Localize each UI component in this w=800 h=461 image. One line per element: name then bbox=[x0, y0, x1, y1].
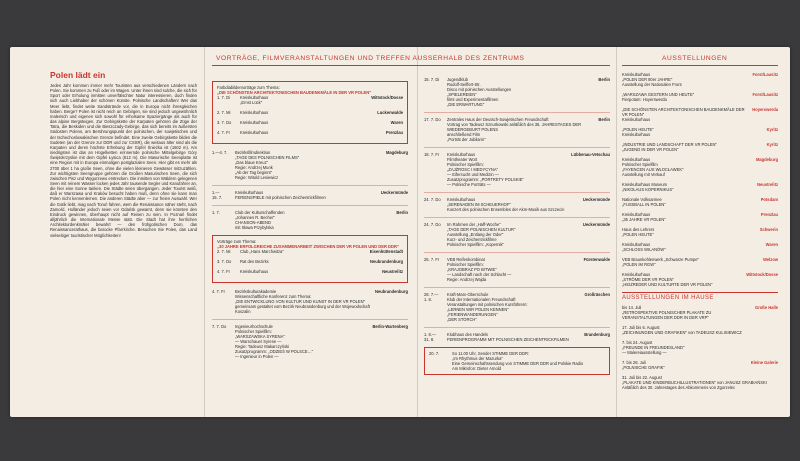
event-entry bbox=[217, 95, 403, 105]
event-date: 20. 7. bbox=[429, 351, 440, 356]
event-text: Kreiskulturhaus FERIENSPIELE mit polnischen Zeichentrickfilmen bbox=[235, 190, 326, 200]
event-place: Forst/Lausitz bbox=[752, 92, 778, 97]
event-place: Brandenburg bbox=[584, 332, 610, 337]
event-text: Kreiskulturhaus bbox=[240, 130, 269, 135]
event-entry bbox=[217, 249, 403, 254]
event-place: Eisenhüttenstadt bbox=[369, 249, 403, 254]
box-title: Vorträge zum Thema: bbox=[217, 239, 257, 244]
event-place: Fürstenwalde bbox=[583, 257, 610, 262]
event-text: Bezirkskulturakademie Wissenschaftliche Konferenz zum Thema: „DIE ENTWICKLUNG VON KULTUR UND KUNST IN DER VR POLEN" gemeinsam gestaltet vom Bezirk Neubrandenburg und der Wojewodschaft Koszalin bbox=[235, 289, 370, 314]
header-rule bbox=[212, 65, 610, 66]
event-place: Neubrandenburg bbox=[375, 289, 408, 294]
event-text: Klubhaus des Handels FERIENPROGRAMM MIT POLNISCHEN ZEICHENTRICKFILMEN bbox=[447, 332, 569, 342]
fold-line bbox=[616, 47, 617, 417]
event-entry bbox=[212, 190, 408, 200]
intro-body: Jedes Jahr kommen immer mehr Touristen aus verschiedenen Ländern nach Polen. Sie kommen zu Fuß oder im Wagen. Unter ihnen sind solche, die sich für Sport oder Erholung inmitten unverfälschter Natur interessieren, doch finden sich auch Liebhaber der schönen Künste. Polnische Landschaften! Wer das Meer liebt, findet weite Sandstrände vor, die in Europa nicht ihresgleichen haben. Berge? Polen ist nicht reich an Gebirgen, sie sind jedoch ungewöhnlich malerisch und eigenen sich sowohl für erholsame Spaziergänge als auch für das alpine Bergsteigen. Zur Gebirgskette der Karpaten gehören die Züge der Tatra, die Beskiden und die Bieszczady-Gebirge, das sich bereits im äußersten Südosten Polens, am Berührungspunkt der polnischen, der sowjetischen und der tschechoslowakischen Grenze befindet. Eine zweite Gebirgskette bilden die Sudeten (an der Grenze zur DDR und zur CSSR), die weitaus älter sind als die Karpaten und deren höchste Erhebung der Gipfel Śnieżka ist (1602 m). Am niedrigsten ist das an Hügelketten erinnernde polnische Mittelgebirge Góry Świętokrzyskie mit dem Gipfel Łysica (612 m). Die Masurische Seenplatte ist eine Region mit in Europa einmaligen postglazialen Seen. Hier gibt es mehr als 2700 über 1 ha große Seen, ohne die vielen kleineren Gewässer mitzuzählen. Zur wichtigsten Seengruppe gehören die Großen Masurischen Seen, die sich zwischen Pisz und Węgorzewo erstrecken. Die inmitten von Wäldern gelegenen Seen mit reinem Wasser locken jedes Jahr tausende Segler und Kanufahrer an, die hier eine Sonne tanken. Die Städte seien übergangen. Jeder Tourist weiß, daß er Warszawa und Kraków besucht haben muß, denn ohne sie kann man Polen nicht kennenlernen. Die anderen Städte aber — zur freien Auswahl. Wer die Gotik liebt, mag nach Toruń fahren, wem die Renaissance näher steht, nach Zamość. Holländer jedoch seien vor Gdańsk gewarnt, denn sie könnten den Eindruck gewinnen, überhaupt nicht auf Reisen zu sein. In Poznań findet alljährlich die Internationale Messe statt. Die Stadt hat ihre herrlichen Architekturdenkmäler bewahrt — den frühgotischen Dom, das Renaissancerathaus, die barocke Pfarrkirche. Besuchen Sie Polen, das Land vielseitiger touristischer Möglichkeiten! bbox=[50, 83, 197, 238]
event-text: Nationale Volksarmee „FUSSBALL IN POLEN" bbox=[622, 197, 666, 207]
event-date: 4. 7. Fr bbox=[217, 130, 230, 135]
event-place: Magdeburg bbox=[755, 157, 778, 162]
events-column-1 bbox=[212, 77, 408, 364]
event-place: Große Halle bbox=[755, 305, 778, 310]
event-text: Kreiskulturhaus bbox=[240, 269, 269, 274]
fold-line bbox=[204, 47, 205, 417]
event-text: 7. bis 24. August „FREUNDE IN FREUNDESLAND" — Malereiausstellung — bbox=[622, 340, 685, 355]
event-text: Kreiskulturhaus bbox=[240, 120, 269, 125]
event-entry bbox=[622, 92, 778, 102]
event-text: Bezirksfilmdirektion „TAGE DES POLNISCHEN FILMS" „Das blaue Kreuz" Regie: Andrzej Munk „Ab der Tag beginnt" Regie: Witold Lesiewicz bbox=[235, 150, 300, 180]
event-place: Neubrandenburg bbox=[370, 259, 403, 264]
event-date: 2. 7. Mi bbox=[217, 249, 231, 254]
box-subtitle: „DIE SCHÖNSTEN ARCHITEKTONISCHEN BAUDENKMÄLE IN DER VR POLEN" bbox=[217, 90, 372, 95]
intro-column bbox=[50, 70, 197, 238]
box-subtitle: „30 JAHRE ERFOLGREICHE ZUSAMMENARBEIT ZWISCHEN DER VR POLEN UND DER DDR" bbox=[217, 244, 399, 249]
event-text: Kreiskulturhaus bbox=[240, 110, 269, 115]
event-date: 3. 7. Do bbox=[217, 259, 232, 264]
event-place: Kleine Galerie bbox=[750, 360, 778, 365]
event-place: Prenzlau bbox=[385, 130, 403, 135]
event-place: Hoyerswerda bbox=[752, 107, 778, 112]
entry-divider bbox=[424, 192, 610, 193]
event-entry bbox=[217, 110, 403, 115]
event-place: Wittstock/Dosse bbox=[371, 95, 403, 100]
event-text: VEB Reifenkombinat Polnischer Spielfilm: „KRAJOBRAZ PO BITWIE" — Landschaft nach der Schlacht — Regie: Andrzej Wajda bbox=[447, 257, 512, 282]
entry-divider bbox=[424, 112, 610, 113]
event-entry bbox=[424, 257, 610, 282]
event-text: „WARSZAWA GESTERN UND HEUTE" Fierpotam: Hoyerswerda bbox=[622, 92, 695, 102]
event-date: 18. 7. Fr bbox=[424, 152, 440, 157]
event-text: Kreiskulturhaus Museum „NIKOLAUS KOPERNIKUS" bbox=[622, 182, 674, 192]
exhibitions-column bbox=[622, 72, 778, 395]
event-text: Haus des Lehrers „POLEN HEUTE" bbox=[622, 227, 655, 237]
event-place: Ueckermünde bbox=[380, 190, 408, 195]
event-entry bbox=[622, 212, 778, 222]
event-entry bbox=[212, 150, 408, 180]
header-events: VORTRÄGE, FILMVERANSTALTUNGEN UND TREFFEN AUSSERHALB DES ZENTRUMS bbox=[216, 55, 525, 62]
event-place: Ueckermünde bbox=[582, 222, 610, 227]
radio-box bbox=[424, 347, 610, 375]
event-place: Berlin bbox=[598, 117, 610, 122]
event-place: Wittstock/Dosse bbox=[746, 272, 778, 277]
entry-divider bbox=[212, 319, 408, 320]
event-date: 1.— 15. 7. bbox=[212, 190, 223, 200]
events-column-2 bbox=[424, 77, 610, 381]
event-text: Kreiskulturhaus „SCHLOSS WILANÓW" bbox=[622, 242, 666, 252]
event-place: Waren bbox=[390, 120, 403, 125]
house-exhibitions-title: AUSSTELLUNGEN IM HAUSE bbox=[622, 292, 778, 301]
event-entry bbox=[622, 340, 778, 355]
event-place: Welzow bbox=[763, 257, 778, 262]
event-place: Kyritz bbox=[766, 127, 778, 132]
event-place: Berlin bbox=[598, 77, 610, 82]
event-date: 17. 7. Do bbox=[424, 117, 441, 122]
event-entry bbox=[622, 157, 778, 177]
event-date: 1. 7. Di bbox=[217, 95, 230, 100]
event-entry bbox=[217, 269, 403, 274]
event-entry bbox=[622, 107, 778, 122]
event-entry bbox=[622, 197, 778, 207]
event-entry bbox=[622, 360, 778, 370]
event-entry bbox=[217, 130, 403, 135]
event-entry bbox=[622, 72, 778, 87]
event-text: 7. bis 28. Juli „POLNISCHE GRAFIK" bbox=[622, 360, 665, 370]
event-entry bbox=[424, 222, 610, 247]
event-text: Club der Kulturschaffenden „Johannes R. Becher" CHANSON-ABEND mit Sława Przybylska bbox=[235, 210, 285, 230]
entry-divider bbox=[424, 327, 610, 328]
header-rule bbox=[622, 65, 778, 66]
event-date: 4. 7. Fr bbox=[217, 269, 230, 274]
entry-divider bbox=[424, 147, 610, 148]
event-place: Neustrelitz bbox=[757, 182, 778, 187]
event-date: 24. 7. Do bbox=[424, 222, 441, 227]
lecture-box bbox=[212, 81, 408, 144]
event-place: Berlin-Wartenberg bbox=[372, 324, 408, 329]
event-text: Zentrales Haus der Deutsch-Sowjetischen Freundschaft Vortrag von Tadeusz Sznurkowski anläßlich des 35. JAHRESTAGES DER WIEDERGEBURT POLENS anschließend Film „Porträt der Jubilarin" bbox=[447, 117, 582, 142]
event-text: Kreiskulturhaus „35 JAHRE VR POLEN" bbox=[622, 212, 666, 222]
event-place: Luckenwalde bbox=[377, 110, 403, 115]
event-entry bbox=[212, 289, 408, 314]
event-text: Kraft-Marx-Oberschule Klub der Internationalen Freundschaft Veranstaltungen mit polnischen Kursführern: „LERNEN WIR POLEN KENNEN" „FERIENWANDERUNGEN" „DER STORCH" bbox=[447, 292, 528, 322]
event-text: Jugendklub Rudolf-Seiffert-Str. Disco mit polnischen Ausstellungen „SPIELEREIEN" filmt und Experimentalfilmen „DIE ERWARTUNG" bbox=[447, 77, 512, 107]
event-text: Kreiskulturhaus „Ernst Lück" bbox=[240, 95, 269, 105]
event-text: VEB Braunkohlenwerk „Schwarze Pumpe" „POLEN IM RGW" bbox=[622, 257, 699, 267]
event-text: „DIE SCHÖNSTEN ARCHITEKTONISCHEN BAUDENKMÄLE DER VR POLEN" Kreiskulturhaus bbox=[622, 107, 745, 122]
event-text: Kreiskulturhaus Filmtheater Wort Polnischer Spielfilm: „ZAJŻROSC I MEDYCYNA" — Eifersucht und Medizin — Zusatzprogramm: „PORTRETY POLSKIE" — Polnische Porträts — bbox=[447, 152, 524, 187]
radio-intro: So 11.00 Uhr, Sender STIMME DER DDR: bbox=[452, 351, 530, 356]
entry-divider bbox=[424, 287, 610, 288]
header-exhibitions: AUSSTELLUNGEN bbox=[662, 55, 728, 62]
event-text: Kreiskulturhaus „SERENADEN IM SCHEUERHOF" Konzert des polnischen Ensembles der Akm-Musik aus Szczecin bbox=[447, 197, 565, 212]
lecture-box bbox=[212, 235, 408, 283]
event-text: Ingenieurhochschule Polnischer Spielfilm: „WARSZAWSKA SYRENA" — Warschauer Syrene — Regie: Tadeusz Makarczyński Zusatzprogramm: „ODZIEŚ W POLSCE…" — Ingenieur in Polen — bbox=[235, 324, 314, 359]
event-entry bbox=[212, 210, 408, 230]
event-entry bbox=[622, 257, 778, 267]
event-date: 1. 8.— 31. 8. bbox=[424, 332, 437, 342]
event-text: Kreiskulturhaus Polnischer Spielfilm „FAYENCEN AUS WŁOCŁAWEK" Ausstellung mit Verkauf bbox=[622, 157, 684, 177]
event-entry bbox=[217, 259, 403, 264]
entry-divider bbox=[424, 252, 610, 253]
event-date: 3. 7. Do bbox=[217, 120, 232, 125]
event-entry bbox=[424, 197, 610, 212]
event-entry bbox=[217, 120, 403, 125]
event-entry bbox=[622, 227, 778, 237]
event-entry bbox=[622, 305, 778, 320]
event-entry bbox=[424, 152, 610, 187]
event-place: Ueckermünde bbox=[582, 197, 610, 202]
event-entry bbox=[424, 117, 610, 142]
event-date: 15. 7. Di bbox=[424, 77, 440, 82]
event-text: Kreiskulturhaus „STRÖME DER VR POLEN" „HEIZREDER UND KULTURTE DER VR POLEN" bbox=[622, 272, 713, 287]
brochure-sheet bbox=[10, 47, 790, 417]
intro-title: Polen lädt ein bbox=[50, 70, 106, 80]
event-place: Lübbenau-Vetschau bbox=[571, 152, 610, 157]
radio-text: „Im Rhythmus der Mazurka" Eine Gemeinschaftssendung von STIMME DER DDR und Polskie Radio Am Mikrofon: Dieter Arnold bbox=[452, 356, 584, 371]
event-date: 1.—4. 7. bbox=[212, 150, 228, 155]
event-text: Club „Hans Marchwitza" bbox=[240, 249, 284, 254]
box-title: Farbdiabildervorträge zum Thema: bbox=[217, 85, 280, 90]
event-date: 1. 7. bbox=[212, 210, 220, 215]
event-entry bbox=[622, 375, 778, 390]
event-entry bbox=[424, 332, 610, 342]
event-place: Berlin bbox=[396, 210, 408, 215]
event-entry bbox=[622, 325, 778, 335]
event-entry bbox=[622, 242, 778, 252]
event-place: Prenzlau bbox=[760, 212, 778, 217]
event-entry bbox=[622, 272, 778, 287]
event-date: 7. 7. Do bbox=[212, 324, 227, 329]
fold-line bbox=[417, 47, 418, 417]
event-text: bis 14. Juli „RETROSPEKTIVE POLNISCHER PLAKATE ZU VERANSTALTUNGEN DER DDR IN DER VRP" bbox=[622, 305, 712, 320]
event-date: 28. 7.— 1. 8. bbox=[424, 292, 439, 302]
event-entry bbox=[622, 127, 778, 137]
event-text: Rat des Bezirks bbox=[240, 259, 269, 264]
event-place: Schwerin bbox=[759, 227, 778, 232]
event-text: Im Rahmen der „Haff-Woche" „TAGE DER POLNISCHEN KULTUR" Ausstellung „Entlang der Oder" Kurz- und Zeichentrickfilme Polnischer Spielfilm: „Kopernik" bbox=[447, 222, 516, 247]
event-entry bbox=[622, 182, 778, 192]
event-place: Magdeburg bbox=[385, 150, 408, 155]
event-text: 31. Juli bis 22. August „PLAKATE UND KINDERBUCHILLUSTRATIONEN" von JANUSZ GRABIAŃSKI Anläßlich des 30. Jahrestages des Abkommens von Zgorzelec bbox=[622, 375, 767, 390]
entry-divider bbox=[212, 185, 408, 186]
event-place: Großräschen bbox=[584, 292, 610, 297]
entry-divider bbox=[212, 205, 408, 206]
event-text: „INDUSTRIE UND LANDSCHAFT DER VR POLEN" „JUGEND IN DER VR POLEN" bbox=[622, 142, 717, 152]
event-place: Forst/Lausitz bbox=[752, 72, 778, 77]
event-text: 17. Juli bis 6. August „ZEICHNUNGEN UND GRAFIKEN" von TADEUSZ KULISIEWICZ bbox=[622, 325, 742, 335]
event-date: 25. 7. Fr bbox=[424, 257, 440, 262]
entry-divider bbox=[424, 217, 610, 218]
event-text: „POLEN HEUTE" Kreiskulturhaus bbox=[622, 127, 654, 137]
event-entry bbox=[212, 324, 408, 359]
event-date: 4. 7. Fr bbox=[212, 289, 225, 294]
event-entry bbox=[622, 142, 778, 152]
event-text: Kreiskulturhaus „POLEN DER 80er JAHRE" Ausstellung der Nationalen Front bbox=[622, 72, 682, 87]
event-date: 2. 7. Mi bbox=[217, 110, 231, 115]
event-entry bbox=[424, 292, 610, 322]
event-entry bbox=[424, 77, 610, 107]
event-place: Potsdam bbox=[760, 197, 778, 202]
event-place: Kyritz bbox=[766, 142, 778, 147]
event-place: Waren bbox=[765, 242, 778, 247]
event-place: Neustrelitz bbox=[382, 269, 403, 274]
event-date: 24. 7. Do bbox=[424, 197, 441, 202]
